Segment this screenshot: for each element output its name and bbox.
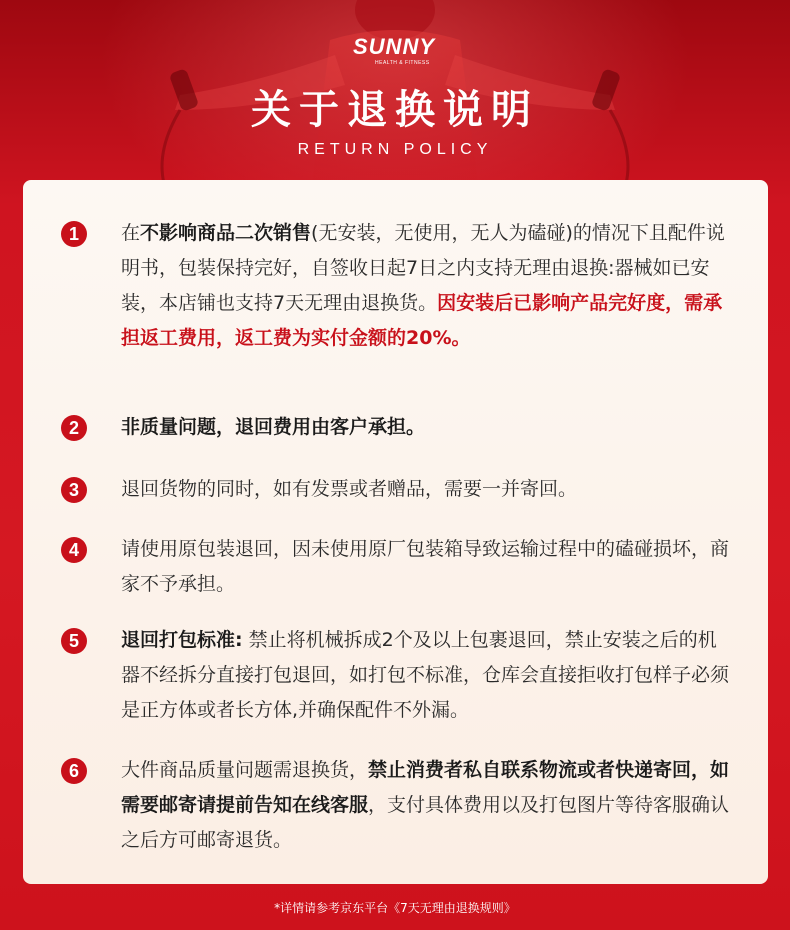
item-text	[121, 216, 731, 356]
item-text	[121, 623, 731, 728]
text-plain: 禁止将机械拆成2个及以上包裹退回，禁止安装之后的机器不经拆分直接打包退回，如打包不标准，仓库会直接拒收打包样子必须是正方体或者长方体,并确保配件不外漏。	[121, 629, 730, 721]
brand-name: SUNNY	[353, 34, 436, 59]
item-text	[121, 472, 731, 507]
item-text	[121, 753, 731, 858]
policy-card	[23, 180, 768, 884]
text-plain: 退回货物的同时，如有发票或者赠品，需要一并寄回。	[121, 478, 578, 500]
brand-logo	[345, 26, 445, 74]
page-title: 关于退换说明	[251, 87, 539, 133]
text-bold: 非质量问题，退回费用由客户承担。	[121, 416, 426, 438]
text-plain: 在	[121, 222, 141, 244]
text-plain: 大件商品质量问题需退换货，	[121, 759, 369, 781]
text-plain: (无安装，无使用，无人为磕碰)的情况下且配件说明书，包装保持完好，自签收日起7日之内支持无理由退换:器械如已安装，本店铺也支持7天无理由退换货。	[121, 222, 725, 314]
item-number-badge: 1	[61, 221, 87, 247]
text-plain: ，支付具体费用以及打包图片等待客服确认之后方可邮寄退货。	[121, 794, 730, 851]
text-highlight: 因安装后已影响产品完好度，需承担返工费用，返工费为实付金额的20%。	[121, 292, 723, 349]
item-number-badge: 3	[61, 477, 87, 503]
text-bold: 禁止消费者私自联系物流或者快递寄回，如需要邮寄请提前告知在线客服	[121, 759, 730, 816]
item-number-badge: 6	[61, 758, 87, 784]
text-bold: 退回打包标准:	[121, 629, 243, 651]
text-bold: 不影响商品二次销售	[140, 222, 312, 244]
footer-note: *详情请参考京东平台《7天无理由退换规则》	[274, 901, 516, 915]
page-subtitle: RETURN POLICY	[297, 141, 493, 158]
brand-tagline: HEALTH & FITNESS	[375, 60, 430, 66]
item-text	[121, 410, 731, 445]
item-text	[121, 532, 731, 602]
text-plain: 请使用原包装退回，因未使用原厂包装箱导致运输过程中的磕碰损坏，商家不予承担。	[121, 538, 730, 595]
item-number-badge: 4	[61, 537, 87, 563]
item-number-badge: 5	[61, 628, 87, 654]
item-number-badge: 2	[61, 415, 87, 441]
